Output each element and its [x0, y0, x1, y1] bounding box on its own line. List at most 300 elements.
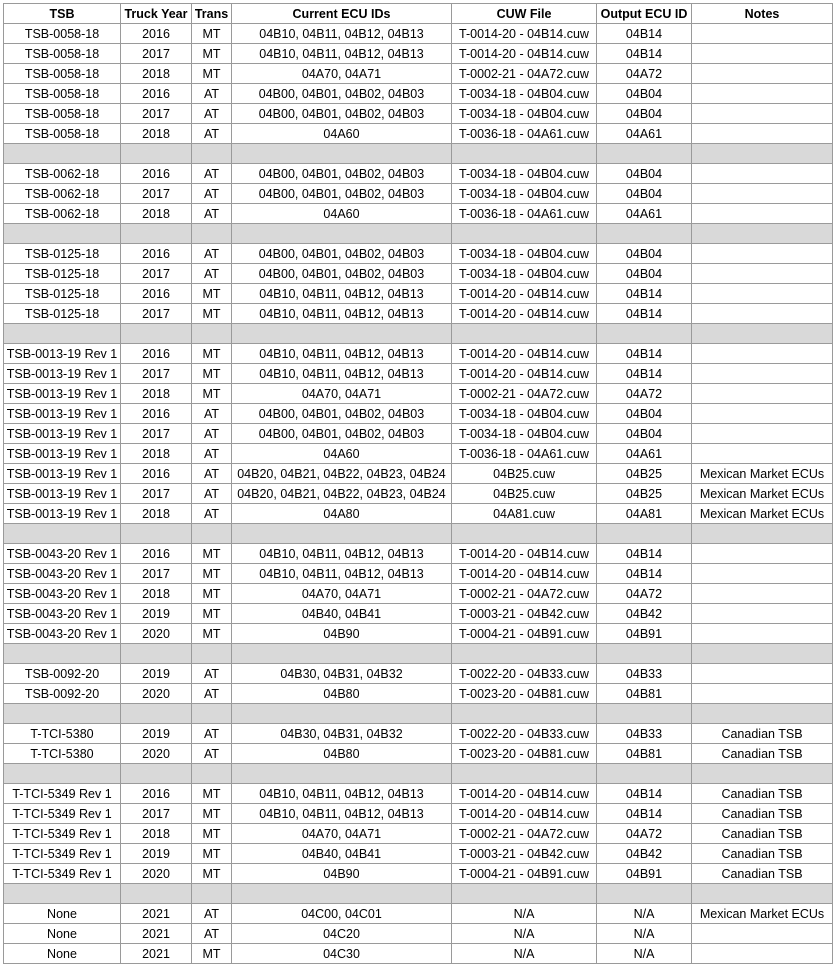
cell-truck-year: 2018 — [121, 824, 192, 844]
cell-trans: AT — [192, 924, 232, 944]
cell-tsb: TSB-0092-20 — [4, 684, 121, 704]
cell-output-ecu-id: 04B25 — [597, 464, 692, 484]
table-row — [4, 464, 833, 484]
table-row — [4, 284, 833, 304]
cell-current-ecu-ids: 04B30, 04B31, 04B32 — [232, 724, 452, 744]
cell-truck-year: 2016 — [121, 404, 192, 424]
cell-cuw-file: T-0034-18 - 04B04.cuw — [452, 244, 597, 264]
cell-tsb: T-TCI-5349 Rev 1 — [4, 864, 121, 884]
separator-cell — [597, 764, 692, 784]
cell-tsb: TSB-0043-20 Rev 1 — [4, 564, 121, 584]
cell-notes — [692, 244, 833, 264]
cell-tsb: None — [4, 904, 121, 924]
cell-trans: MT — [192, 864, 232, 884]
cell-tsb: T-TCI-5380 — [4, 724, 121, 744]
cell-cuw-file: T-0003-21 - 04B42.cuw — [452, 844, 597, 864]
cell-current-ecu-ids: 04A80 — [232, 504, 452, 524]
cell-truck-year: 2018 — [121, 124, 192, 144]
cell-tsb: T-TCI-5380 — [4, 744, 121, 764]
cell-cuw-file: T-0034-18 - 04B04.cuw — [452, 424, 597, 444]
cell-truck-year: 2019 — [121, 724, 192, 744]
table-row — [4, 164, 833, 184]
cell-output-ecu-id: 04B04 — [597, 104, 692, 124]
cell-output-ecu-id: 04B14 — [597, 344, 692, 364]
cell-trans: AT — [192, 124, 232, 144]
table-row — [4, 604, 833, 624]
table-row — [4, 204, 833, 224]
cell-current-ecu-ids: 04B10, 04B11, 04B12, 04B13 — [232, 564, 452, 584]
table-row — [4, 244, 833, 264]
cell-cuw-file: T-0002-21 - 04A72.cuw — [452, 384, 597, 404]
cell-output-ecu-id: 04B33 — [597, 664, 692, 684]
cell-current-ecu-ids: 04B10, 04B11, 04B12, 04B13 — [232, 784, 452, 804]
cell-notes — [692, 44, 833, 64]
separator-cell — [452, 644, 597, 664]
cell-notes: Canadian TSB — [692, 724, 833, 744]
cell-current-ecu-ids: 04B40, 04B41 — [232, 604, 452, 624]
cell-notes — [692, 424, 833, 444]
cell-current-ecu-ids: 04B10, 04B11, 04B12, 04B13 — [232, 344, 452, 364]
cell-trans: AT — [192, 724, 232, 744]
cell-current-ecu-ids: 04B00, 04B01, 04B02, 04B03 — [232, 244, 452, 264]
cell-current-ecu-ids: 04A60 — [232, 124, 452, 144]
separator-cell — [692, 224, 833, 244]
separator-cell — [232, 884, 452, 904]
table-row — [4, 384, 833, 404]
table-row — [4, 684, 833, 704]
cell-current-ecu-ids: 04B00, 04B01, 04B02, 04B03 — [232, 164, 452, 184]
cell-output-ecu-id: 04B04 — [597, 424, 692, 444]
cell-truck-year: 2017 — [121, 364, 192, 384]
cell-output-ecu-id: 04B04 — [597, 84, 692, 104]
separator-cell — [232, 764, 452, 784]
separator-cell — [4, 644, 121, 664]
separator-cell — [192, 324, 232, 344]
cell-trans: AT — [192, 184, 232, 204]
cell-tsb: TSB-0125-18 — [4, 304, 121, 324]
cell-tsb: T-TCI-5349 Rev 1 — [4, 804, 121, 824]
cell-trans: AT — [192, 104, 232, 124]
table-row — [4, 544, 833, 564]
cell-current-ecu-ids: 04C20 — [232, 924, 452, 944]
cell-current-ecu-ids: 04B80 — [232, 684, 452, 704]
separator-cell — [232, 704, 452, 724]
cell-cuw-file: T-0002-21 - 04A72.cuw — [452, 64, 597, 84]
cell-truck-year: 2016 — [121, 784, 192, 804]
separator-cell — [121, 764, 192, 784]
header-trans: Trans — [192, 4, 232, 24]
cell-tsb: TSB-0058-18 — [4, 124, 121, 144]
cell-current-ecu-ids: 04B90 — [232, 864, 452, 884]
cell-notes — [692, 204, 833, 224]
table-row — [4, 304, 833, 324]
table-row — [4, 364, 833, 384]
cell-current-ecu-ids: 04B10, 04B11, 04B12, 04B13 — [232, 304, 452, 324]
cell-notes — [692, 304, 833, 324]
table-row — [4, 264, 833, 284]
cell-truck-year: 2021 — [121, 924, 192, 944]
cell-output-ecu-id: 04B14 — [597, 44, 692, 64]
cell-notes — [692, 944, 833, 964]
separator-row — [4, 884, 833, 904]
cell-current-ecu-ids: 04B10, 04B11, 04B12, 04B13 — [232, 364, 452, 384]
cell-trans: MT — [192, 604, 232, 624]
separator-cell — [4, 704, 121, 724]
separator-cell — [692, 884, 833, 904]
separator-cell — [597, 644, 692, 664]
cell-cuw-file: T-0034-18 - 04B04.cuw — [452, 104, 597, 124]
cell-current-ecu-ids: 04B40, 04B41 — [232, 844, 452, 864]
cell-output-ecu-id: 04A72 — [597, 64, 692, 84]
cell-current-ecu-ids: 04A70, 04A71 — [232, 64, 452, 84]
separator-cell — [692, 644, 833, 664]
cell-trans: MT — [192, 344, 232, 364]
cell-notes — [692, 284, 833, 304]
separator-row — [4, 764, 833, 784]
cell-notes — [692, 104, 833, 124]
cell-cuw-file: 04A81.cuw — [452, 504, 597, 524]
header-cuw-file: CUW File — [452, 4, 597, 24]
cell-notes: Mexican Market ECUs — [692, 504, 833, 524]
cell-tsb: TSB-0013-19 Rev 1 — [4, 504, 121, 524]
table-row — [4, 724, 833, 744]
cell-notes — [692, 664, 833, 684]
cell-truck-year: 2017 — [121, 424, 192, 444]
cell-cuw-file: N/A — [452, 924, 597, 944]
separator-cell — [452, 524, 597, 544]
separator-cell — [597, 704, 692, 724]
cell-truck-year: 2016 — [121, 344, 192, 364]
cell-trans: MT — [192, 284, 232, 304]
cell-trans: AT — [192, 84, 232, 104]
separator-cell — [4, 524, 121, 544]
cell-trans: AT — [192, 484, 232, 504]
cell-truck-year: 2019 — [121, 844, 192, 864]
table-row — [4, 84, 833, 104]
cell-output-ecu-id: 04B14 — [597, 544, 692, 564]
cell-tsb: T-TCI-5349 Rev 1 — [4, 784, 121, 804]
cell-truck-year: 2017 — [121, 484, 192, 504]
cell-output-ecu-id: 04A61 — [597, 204, 692, 224]
table-row — [4, 784, 833, 804]
cell-tsb: T-TCI-5349 Rev 1 — [4, 824, 121, 844]
separator-cell — [192, 884, 232, 904]
cell-notes: Canadian TSB — [692, 864, 833, 884]
separator-cell — [597, 884, 692, 904]
cell-cuw-file: N/A — [452, 944, 597, 964]
cell-notes — [692, 544, 833, 564]
cell-trans: MT — [192, 564, 232, 584]
cell-trans: AT — [192, 504, 232, 524]
separator-cell — [121, 524, 192, 544]
cell-truck-year: 2018 — [121, 64, 192, 84]
cell-truck-year: 2017 — [121, 804, 192, 824]
cell-trans: AT — [192, 404, 232, 424]
cell-tsb: TSB-0013-19 Rev 1 — [4, 364, 121, 384]
cell-notes — [692, 84, 833, 104]
table-row — [4, 424, 833, 444]
cell-tsb: TSB-0125-18 — [4, 244, 121, 264]
cell-truck-year: 2016 — [121, 84, 192, 104]
cell-trans: MT — [192, 64, 232, 84]
cell-current-ecu-ids: 04B90 — [232, 624, 452, 644]
header-truck-year: Truck Year — [121, 4, 192, 24]
cell-notes — [692, 684, 833, 704]
cell-truck-year: 2018 — [121, 444, 192, 464]
cell-tsb: TSB-0062-18 — [4, 184, 121, 204]
cell-trans: AT — [192, 164, 232, 184]
separator-row — [4, 524, 833, 544]
cell-current-ecu-ids: 04A70, 04A71 — [232, 584, 452, 604]
cell-trans: MT — [192, 824, 232, 844]
cell-current-ecu-ids: 04B00, 04B01, 04B02, 04B03 — [232, 424, 452, 444]
cell-cuw-file: T-0036-18 - 04A61.cuw — [452, 124, 597, 144]
cell-current-ecu-ids: 04B20, 04B21, 04B22, 04B23, 04B24 — [232, 484, 452, 504]
cell-trans: AT — [192, 684, 232, 704]
separator-cell — [4, 884, 121, 904]
table-row — [4, 904, 833, 924]
cell-current-ecu-ids: 04A60 — [232, 204, 452, 224]
cell-trans: AT — [192, 424, 232, 444]
cell-output-ecu-id: 04B25 — [597, 484, 692, 504]
cell-trans: AT — [192, 444, 232, 464]
cell-tsb: TSB-0058-18 — [4, 64, 121, 84]
separator-cell — [192, 704, 232, 724]
separator-cell — [597, 524, 692, 544]
separator-cell — [232, 644, 452, 664]
table-row — [4, 864, 833, 884]
header-row — [4, 4, 833, 24]
cell-tsb: TSB-0062-18 — [4, 164, 121, 184]
cell-truck-year: 2019 — [121, 604, 192, 624]
table-row — [4, 504, 833, 524]
separator-cell — [192, 224, 232, 244]
separator-cell — [452, 224, 597, 244]
cell-output-ecu-id: 04A72 — [597, 824, 692, 844]
cell-tsb: TSB-0013-19 Rev 1 — [4, 404, 121, 424]
cell-output-ecu-id: 04B33 — [597, 724, 692, 744]
cell-truck-year: 2017 — [121, 264, 192, 284]
cell-current-ecu-ids: 04B10, 04B11, 04B12, 04B13 — [232, 544, 452, 564]
separator-cell — [232, 224, 452, 244]
cell-cuw-file: T-0036-18 - 04A61.cuw — [452, 204, 597, 224]
header-tsb: TSB — [4, 4, 121, 24]
separator-cell — [121, 704, 192, 724]
cell-notes — [692, 624, 833, 644]
cell-output-ecu-id: 04B14 — [597, 804, 692, 824]
cell-trans: MT — [192, 304, 232, 324]
cell-current-ecu-ids: 04B10, 04B11, 04B12, 04B13 — [232, 804, 452, 824]
table-row — [4, 804, 833, 824]
cell-truck-year: 2020 — [121, 864, 192, 884]
table-row — [4, 824, 833, 844]
cell-notes — [692, 124, 833, 144]
cell-notes: Canadian TSB — [692, 804, 833, 824]
cell-current-ecu-ids: 04A70, 04A71 — [232, 824, 452, 844]
cell-notes: Canadian TSB — [692, 844, 833, 864]
cell-notes: Mexican Market ECUs — [692, 484, 833, 504]
separator-row — [4, 324, 833, 344]
cell-output-ecu-id: N/A — [597, 924, 692, 944]
separator-cell — [192, 644, 232, 664]
cell-output-ecu-id: 04B14 — [597, 784, 692, 804]
separator-cell — [192, 764, 232, 784]
cell-notes: Canadian TSB — [692, 744, 833, 764]
separator-cell — [121, 144, 192, 164]
cell-output-ecu-id: 04B04 — [597, 184, 692, 204]
table-row — [4, 444, 833, 464]
cell-output-ecu-id: 04A81 — [597, 504, 692, 524]
cell-tsb: TSB-0043-20 Rev 1 — [4, 624, 121, 644]
cell-trans: AT — [192, 464, 232, 484]
separator-cell — [4, 324, 121, 344]
separator-cell — [121, 884, 192, 904]
table-row — [4, 944, 833, 964]
cell-notes — [692, 164, 833, 184]
separator-row — [4, 644, 833, 664]
cell-output-ecu-id: N/A — [597, 904, 692, 924]
cell-notes — [692, 384, 833, 404]
cell-cuw-file: T-0014-20 - 04B14.cuw — [452, 784, 597, 804]
cell-truck-year: 2016 — [121, 24, 192, 44]
cell-tsb: TSB-0058-18 — [4, 104, 121, 124]
cell-output-ecu-id: 04B14 — [597, 24, 692, 44]
separator-cell — [692, 524, 833, 544]
cell-trans: AT — [192, 664, 232, 684]
cell-current-ecu-ids: 04B00, 04B01, 04B02, 04B03 — [232, 404, 452, 424]
cell-truck-year: 2018 — [121, 384, 192, 404]
cell-notes — [692, 604, 833, 624]
cell-trans: AT — [192, 904, 232, 924]
cell-trans: MT — [192, 384, 232, 404]
cell-current-ecu-ids: 04A60 — [232, 444, 452, 464]
cell-cuw-file: T-0014-20 - 04B14.cuw — [452, 24, 597, 44]
cell-cuw-file: 04B25.cuw — [452, 464, 597, 484]
cell-notes — [692, 344, 833, 364]
cell-output-ecu-id: 04B14 — [597, 364, 692, 384]
cell-output-ecu-id: 04A72 — [597, 584, 692, 604]
cell-cuw-file: T-0014-20 - 04B14.cuw — [452, 804, 597, 824]
cell-truck-year: 2017 — [121, 304, 192, 324]
cell-cuw-file: T-0004-21 - 04B91.cuw — [452, 624, 597, 644]
table-row — [4, 404, 833, 424]
separator-row — [4, 224, 833, 244]
separator-cell — [452, 704, 597, 724]
cell-notes: Mexican Market ECUs — [692, 904, 833, 924]
cell-truck-year: 2016 — [121, 164, 192, 184]
table-row — [4, 64, 833, 84]
cell-cuw-file: T-0014-20 - 04B14.cuw — [452, 44, 597, 64]
table-row — [4, 664, 833, 684]
cell-cuw-file: T-0034-18 - 04B04.cuw — [452, 404, 597, 424]
cell-notes — [692, 404, 833, 424]
cell-output-ecu-id: 04B42 — [597, 844, 692, 864]
cell-output-ecu-id: 04A61 — [597, 124, 692, 144]
cell-notes: Canadian TSB — [692, 784, 833, 804]
separator-cell — [452, 884, 597, 904]
separator-cell — [452, 324, 597, 344]
separator-cell — [692, 144, 833, 164]
cell-truck-year: 2018 — [121, 584, 192, 604]
cell-truck-year: 2020 — [121, 744, 192, 764]
cell-notes — [692, 924, 833, 944]
separator-cell — [121, 644, 192, 664]
cell-tsb: TSB-0058-18 — [4, 44, 121, 64]
cell-truck-year: 2016 — [121, 244, 192, 264]
cell-current-ecu-ids: 04C30 — [232, 944, 452, 964]
cell-current-ecu-ids: 04B30, 04B31, 04B32 — [232, 664, 452, 684]
cell-truck-year: 2017 — [121, 184, 192, 204]
cell-trans: MT — [192, 584, 232, 604]
cell-truck-year: 2017 — [121, 564, 192, 584]
cell-current-ecu-ids: 04B00, 04B01, 04B02, 04B03 — [232, 84, 452, 104]
cell-trans: MT — [192, 624, 232, 644]
cell-cuw-file: T-0034-18 - 04B04.cuw — [452, 164, 597, 184]
cell-cuw-file: T-0014-20 - 04B14.cuw — [452, 364, 597, 384]
table-row — [4, 124, 833, 144]
separator-cell — [452, 764, 597, 784]
cell-truck-year: 2016 — [121, 284, 192, 304]
separator-cell — [192, 144, 232, 164]
separator-cell — [121, 224, 192, 244]
cell-tsb: TSB-0013-19 Rev 1 — [4, 444, 121, 464]
cell-trans: MT — [192, 784, 232, 804]
table-row — [4, 184, 833, 204]
cell-truck-year: 2021 — [121, 904, 192, 924]
cell-truck-year: 2019 — [121, 664, 192, 684]
cell-truck-year: 2017 — [121, 44, 192, 64]
cell-truck-year: 2018 — [121, 504, 192, 524]
cell-truck-year: 2021 — [121, 944, 192, 964]
cell-tsb: TSB-0013-19 Rev 1 — [4, 384, 121, 404]
table-row — [4, 344, 833, 364]
cell-output-ecu-id: 04B04 — [597, 264, 692, 284]
cell-cuw-file: T-0014-20 - 04B14.cuw — [452, 544, 597, 564]
cell-output-ecu-id: 04B81 — [597, 744, 692, 764]
cell-current-ecu-ids: 04B00, 04B01, 04B02, 04B03 — [232, 104, 452, 124]
cell-notes — [692, 264, 833, 284]
cell-cuw-file: T-0014-20 - 04B14.cuw — [452, 344, 597, 364]
cell-trans: MT — [192, 804, 232, 824]
cell-tsb: TSB-0125-18 — [4, 264, 121, 284]
cell-tsb: TSB-0058-18 — [4, 24, 121, 44]
ecu-tsb-table — [3, 3, 833, 964]
header-current-ecu-ids: Current ECU IDs — [232, 4, 452, 24]
cell-notes — [692, 64, 833, 84]
cell-tsb: TSB-0043-20 Rev 1 — [4, 544, 121, 564]
separator-cell — [4, 224, 121, 244]
table-row — [4, 484, 833, 504]
cell-output-ecu-id: 04B04 — [597, 404, 692, 424]
cell-output-ecu-id: 04A61 — [597, 444, 692, 464]
cell-output-ecu-id: 04B14 — [597, 284, 692, 304]
cell-cuw-file: T-0014-20 - 04B14.cuw — [452, 304, 597, 324]
separator-cell — [4, 764, 121, 784]
table-row — [4, 844, 833, 864]
cell-trans: MT — [192, 844, 232, 864]
cell-cuw-file: T-0022-20 - 04B33.cuw — [452, 664, 597, 684]
cell-tsb: TSB-0092-20 — [4, 664, 121, 684]
cell-notes — [692, 564, 833, 584]
cell-notes: Mexican Market ECUs — [692, 464, 833, 484]
cell-trans: MT — [192, 544, 232, 564]
cell-output-ecu-id: 04B14 — [597, 304, 692, 324]
cell-trans: AT — [192, 264, 232, 284]
separator-cell — [597, 324, 692, 344]
separator-cell — [692, 704, 833, 724]
cell-trans: MT — [192, 44, 232, 64]
cell-cuw-file: T-0034-18 - 04B04.cuw — [452, 184, 597, 204]
